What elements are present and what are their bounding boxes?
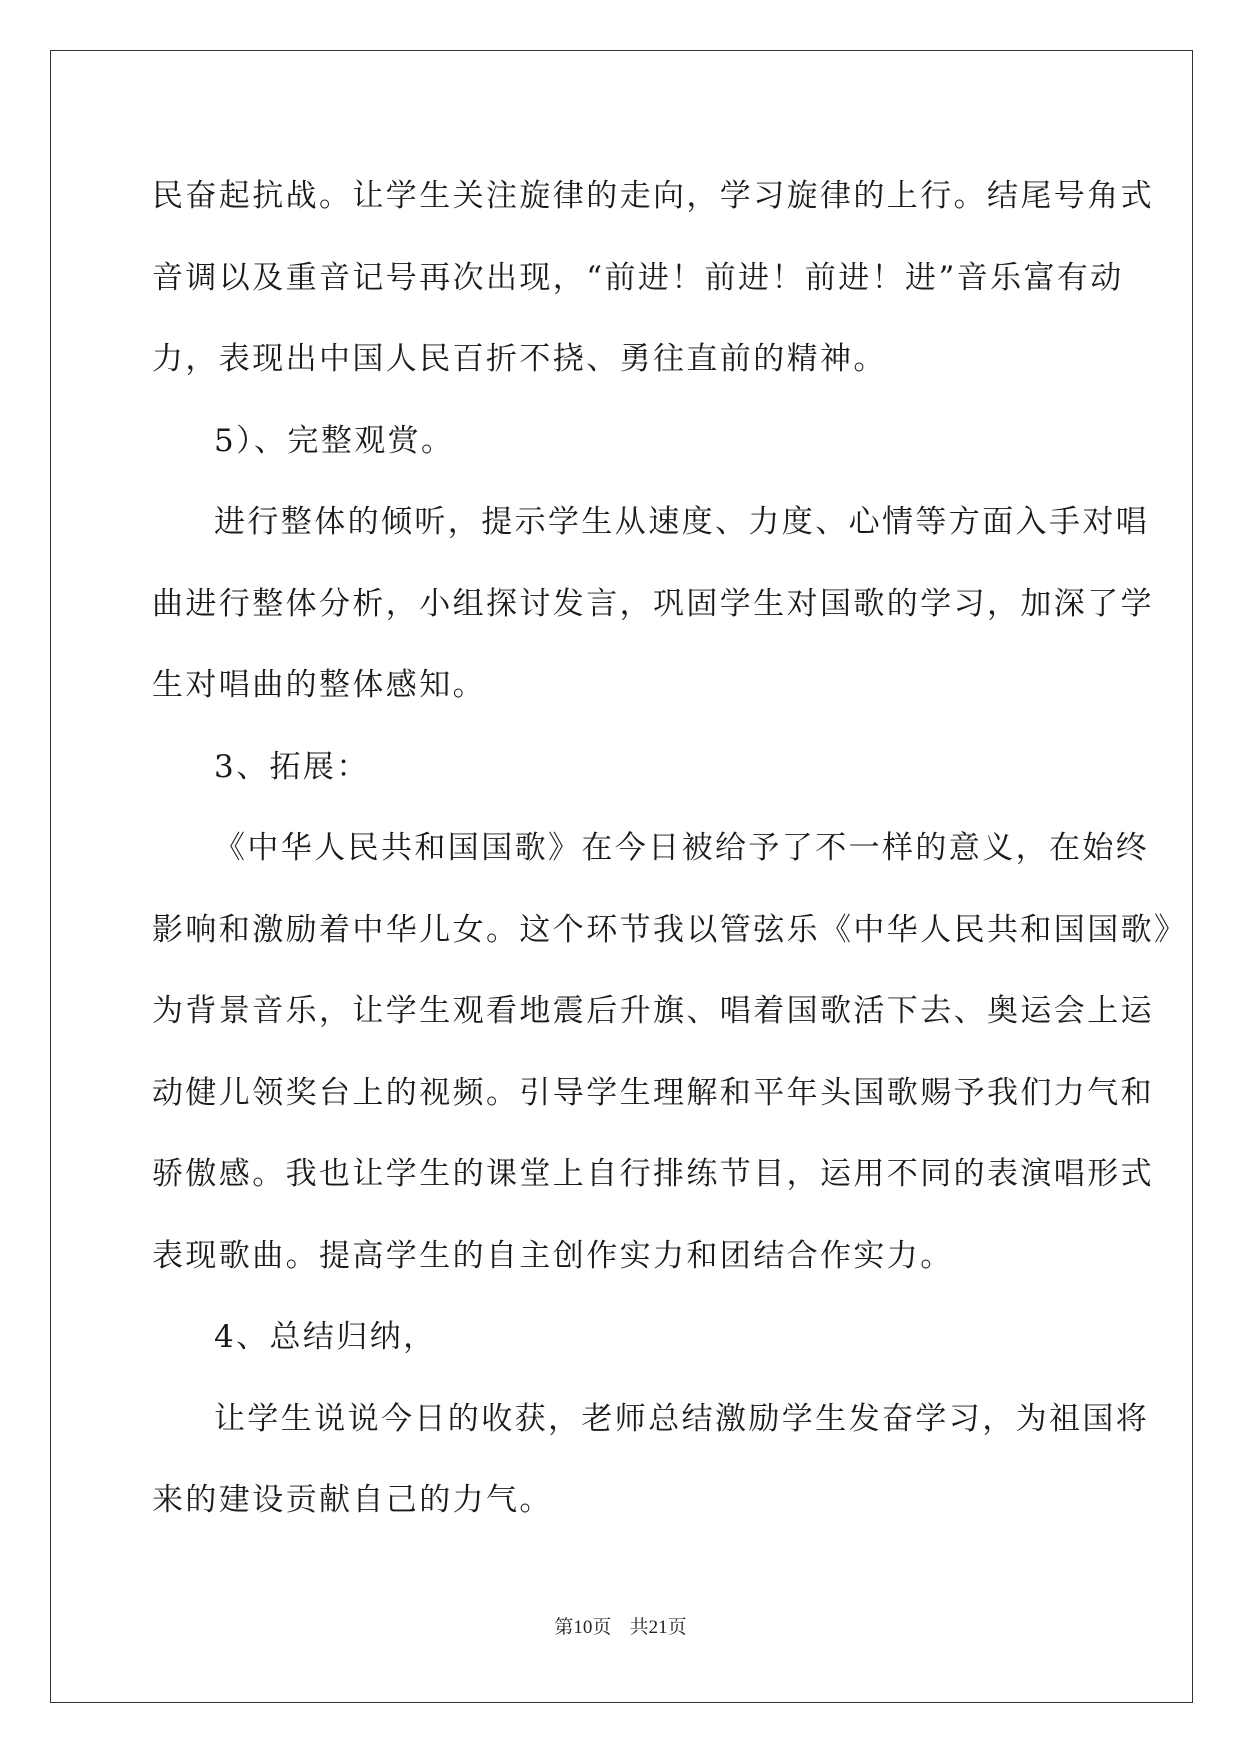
section-heading: 3、拓展： — [214, 748, 370, 785]
text-line: 来的建设贡献自己的力气。 — [152, 1482, 553, 1518]
page-label: 页 — [592, 1616, 612, 1638]
total-pages-number: 21 — [648, 1617, 668, 1638]
text-line: 为背景音乐，让学生观看地震后升旗、唱着国歌活下去、奥运会上运 — [152, 993, 1154, 1029]
text-line: 骄傲感。我也让学生的课堂上自行排练节目，运用不同的表演唱形式 — [152, 1156, 1154, 1192]
text-line: 《中华人民共和国国歌》在今日被给予了不一样的意义，在始终 — [214, 830, 1150, 866]
text-line: 生对唱曲的整体感知。 — [152, 667, 486, 703]
document-body — [152, 156, 1188, 1542]
page-prefix: 第 — [554, 1616, 574, 1638]
page-footer — [0, 1612, 1241, 1639]
section-heading: 5）、完整观赏。 — [214, 422, 455, 459]
text-line: 进行整体的倾听，提示学生从速度、力度、心情等方面入手对唱 — [214, 504, 1150, 540]
total-prefix: 共 — [629, 1616, 649, 1638]
text-line: 曲进行整体分析，小组探讨发言，巩固学生对国歌的学习，加深了学 — [152, 585, 1154, 622]
text-line: 力，表现出中国人民百折不挠、勇往直前的精神。 — [152, 341, 887, 377]
text-line: 音调以及重音记号再次出现，“前进！前进！前进！进”音乐富有动 — [152, 259, 1124, 296]
text-line: 让学生说说今日的收获，老师总结激励学生发奋学习，为祖国将 — [214, 1400, 1150, 1437]
text-line: 影响和激励着中华儿女。这个环节我以管弦乐《中华人民共和国国歌》 — [152, 911, 1188, 948]
text-line: 动健儿领奖台上的视频。引导学生理解和平年头国歌赐予我们力气和 — [152, 1074, 1154, 1111]
total-label: 页 — [667, 1616, 687, 1638]
current-page-number: 10 — [573, 1617, 593, 1638]
section-heading: 4、总结归纳， — [214, 1319, 437, 1355]
text-line: 民奋起抗战。让学生关注旋律的走向，学习旋律的上行。结尾号角式 — [152, 178, 1154, 214]
text-line: 表现歌曲。提高学生的自主创作实力和团结合作实力。 — [152, 1237, 954, 1274]
